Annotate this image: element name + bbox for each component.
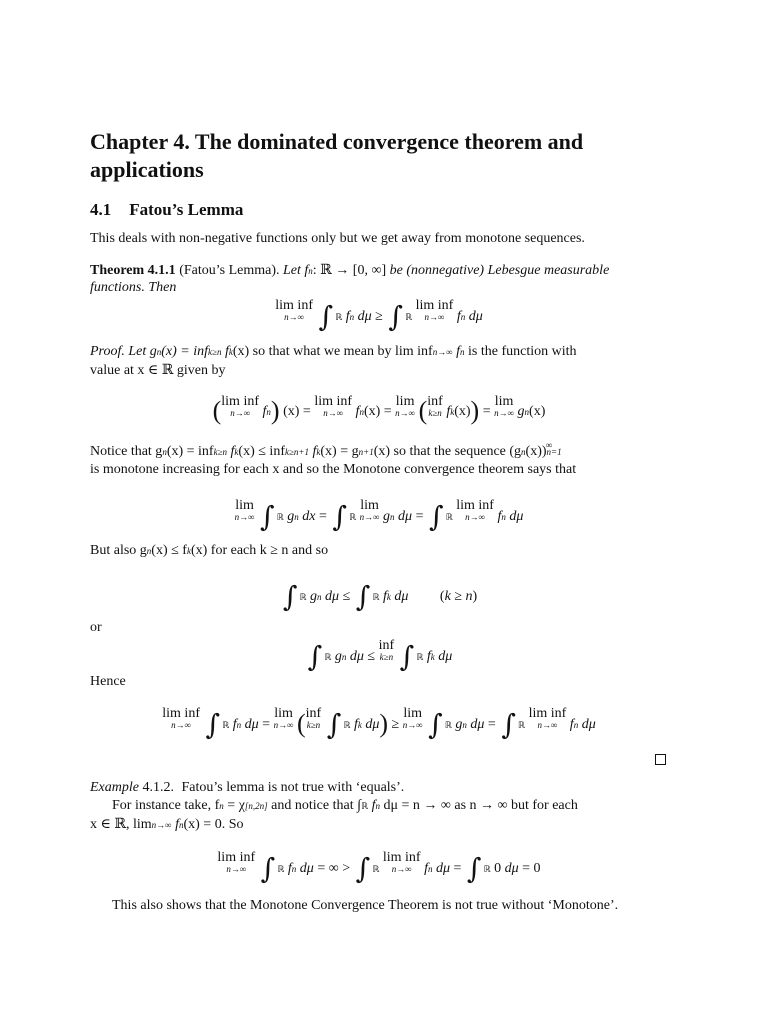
notice-text: (x) = inf: [166, 444, 214, 459]
proof-text: is the function with: [468, 344, 577, 359]
hence-line: Hence: [90, 674, 126, 689]
equation-liminf-definition: (lim inf n→∞ fn) (x) = lim inf n→∞ fn(x) = lim n→∞ (inf k≥n fk(x)) = lim n→∞ gn(x): [212, 394, 546, 425]
theorem-text-1: Let f: [283, 263, 309, 278]
example-line-text: For instance take, f: [112, 798, 220, 813]
example-text: Fatou’s lemma is not true with ‘equals’.: [181, 780, 405, 795]
example-line-2: For instance take, fn = χ[n,2n] and notice that ∫ℝ fn dμ = n → ∞ as n → ∞ but for each: [112, 798, 578, 813]
equation-hence-chain: lim inf n→∞ ∫ ℝ fn dμ = lim n→∞ (inf k≥n ∫ ℝ fk dμ) ≥ lim n→∞ ∫ ℝ gn dμ = ∫ ℝ lim inf n→∞ fn dμ: [162, 706, 596, 741]
example-line-3: x ∈ ℝ, limn→∞ fn(x) = 0. So: [90, 817, 244, 832]
example-closing: This also shows that the Monotone Convergence Theorem is not true without ‘Monotone’.: [112, 898, 619, 913]
section-title: Fatou’s Lemma: [129, 200, 244, 219]
notice-line-2: is monotone increasing for each x and so the Monotone convergence theorem says that: [90, 462, 577, 477]
notice-text: (x) so that the sequence (g: [373, 444, 522, 459]
notice-line-1: Notice that gn(x) = infk≥n fk(x) ≤ infk≥n+1 fk(x) = gn+1(x) so that the sequence (gn(x))n=1∞: [90, 440, 562, 459]
or-line: or: [90, 620, 102, 635]
equation-fatou: lim inf n→∞ ∫ ℝ fn dμ ≥ ∫ ℝ lim inf n→∞ fn dμ: [275, 298, 483, 333]
notice-text: (x) = g: [320, 444, 359, 459]
section-heading: [90, 199, 243, 221]
example-line-text: (x) = 0. So: [183, 817, 244, 832]
but-also-text: (x) for each k ≥ n and so: [190, 543, 329, 558]
example-line-text: f: [175, 817, 179, 832]
proof-text: (x) = inf: [161, 344, 209, 359]
theorem-name: (Fatou’s Lemma).: [179, 263, 280, 278]
example-line-text: = χ: [227, 798, 245, 813]
theorem-text-3: functions. Then: [90, 280, 177, 295]
proof-line-1: Proof. Let gn(x) = infk≥n fk(x) so that what we mean by lim infn→∞ fn is the function with: [90, 344, 577, 359]
example-line-text: and notice that: [271, 798, 354, 813]
proof-label: Proof.: [90, 344, 125, 359]
theorem-label: Theorem 4.1.1: [90, 263, 176, 278]
but-also-text: But also g: [90, 543, 147, 558]
proof-text: f: [456, 344, 461, 359]
qed-square-icon: [655, 754, 666, 765]
notice-text: (x)): [525, 444, 547, 459]
notice-text: f: [312, 444, 317, 459]
example-label: Example: [90, 780, 139, 795]
theorem-map: : ℝ → [0, ∞]: [312, 263, 387, 278]
section-number: 4.1: [90, 200, 112, 219]
equation-counterexample: lim inf n→∞ ∫ ℝ fn dμ = ∞ > ∫ ℝ lim inf n→∞ fn dμ = ∫ ℝ 0 dμ = 0: [217, 850, 541, 885]
notice-text: (x) ≤ inf: [238, 444, 285, 459]
but-also-line: But also gn(x) ≤ fk(x) for each k ≥ n and so: [90, 543, 329, 558]
theorem-statement: Theorem 4.1.1 (Fatou’s Lemma). Let fn: ℝ → [0, ∞] be (nonnegative) Lebesgue measurable: [90, 263, 610, 278]
example-line-text: x ∈ ℝ, lim: [90, 817, 152, 832]
equation-integral-bound: ∫ ℝ gn dμ ≤ ∫ ℝ fk dμ (k ≥ n): [282, 580, 478, 613]
example-heading: [90, 780, 404, 796]
but-also-text: (x) ≤ f: [151, 543, 187, 558]
notice-text: Notice that g: [90, 444, 163, 459]
proof-line-2: value at x ∈ ℝ given by: [90, 363, 226, 378]
example-line-text: f: [371, 798, 376, 813]
example-number: 4.1.2.: [142, 780, 174, 795]
notice-text: f: [230, 444, 235, 459]
equation-monotone-convergence: lim n→∞ ∫ ℝ gn dx = ∫ ℝ lim n→∞ gn dμ = ∫ ℝ lim inf n→∞ fn dμ: [234, 498, 524, 533]
proof-text: f: [224, 344, 229, 359]
theorem-text-2: be (nonnegative) Lebesgue measurable: [389, 263, 610, 278]
equation-inf-bound: ∫ ℝ gn dμ ≤ inf k≥n ∫ ℝ fk dμ: [307, 638, 453, 673]
proof-text: Let g: [128, 344, 157, 359]
example-line-text: dμ = n → ∞ as n → ∞ but for each: [383, 798, 578, 813]
intro-paragraph: This deals with non-negative functions only but we get away from monotone sequences.: [90, 231, 585, 246]
proof-text: (x) so that what we mean by lim inf: [232, 344, 433, 359]
chapter-title: Chapter 4. The dominated convergence theorem and applications: [90, 129, 584, 182]
